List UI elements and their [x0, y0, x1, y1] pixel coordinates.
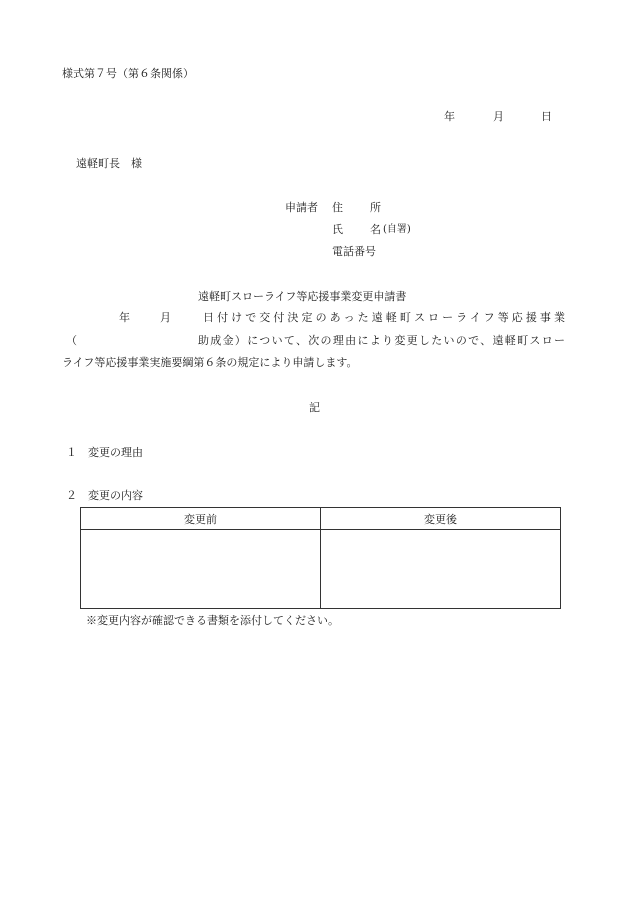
body-line-2: 助成金）について、次の理由により変更したいので、遠軽町スロー [198, 334, 565, 347]
body-line-3: ライフ等応援事業実施要綱第６条の規定により申請します。 [62, 356, 358, 369]
addressee: 遠軽町長 様 [76, 157, 142, 170]
address-label-second: 所 [370, 201, 381, 214]
document-title: 遠軽町スローライフ等応援事業変更申請書 [198, 290, 407, 303]
item-1-number: １ [66, 446, 77, 459]
attachment-note: ※変更内容が確認できる書類を添付してください。 [86, 614, 339, 627]
date-year-label: 年 [444, 110, 455, 123]
body-month-label: 月 [160, 311, 171, 324]
ki-heading: 記 [309, 401, 320, 414]
after-content-cell[interactable] [321, 530, 561, 609]
item-2-number: ２ [66, 489, 77, 502]
item-1-label: 変更の理由 [88, 446, 143, 459]
date-month-label: 月 [493, 110, 504, 123]
name-signature-note: (自署) [383, 224, 411, 235]
before-content-cell[interactable] [81, 530, 321, 609]
phone-label: 電話番号 [332, 245, 376, 258]
form-number: 様式第７号（第６条関係） [62, 67, 194, 80]
name-label-first: 氏 [332, 223, 343, 236]
body-line-1: 日付けで交付決定のあった遠軽町スローライフ等応援事業 [203, 311, 565, 324]
change-table [80, 507, 561, 609]
body-paren-open: （ [66, 334, 77, 347]
name-label-second: 名 [370, 223, 381, 236]
applicant-label: 申請者 [285, 201, 318, 214]
body-year-label: 年 [119, 311, 130, 324]
address-label-first: 住 [332, 201, 343, 214]
column-header-after: 変更後 [321, 508, 561, 530]
column-header-before: 変更前 [81, 508, 321, 530]
item-2-label: 変更の内容 [88, 489, 143, 502]
date-day-label: 日 [541, 110, 552, 123]
